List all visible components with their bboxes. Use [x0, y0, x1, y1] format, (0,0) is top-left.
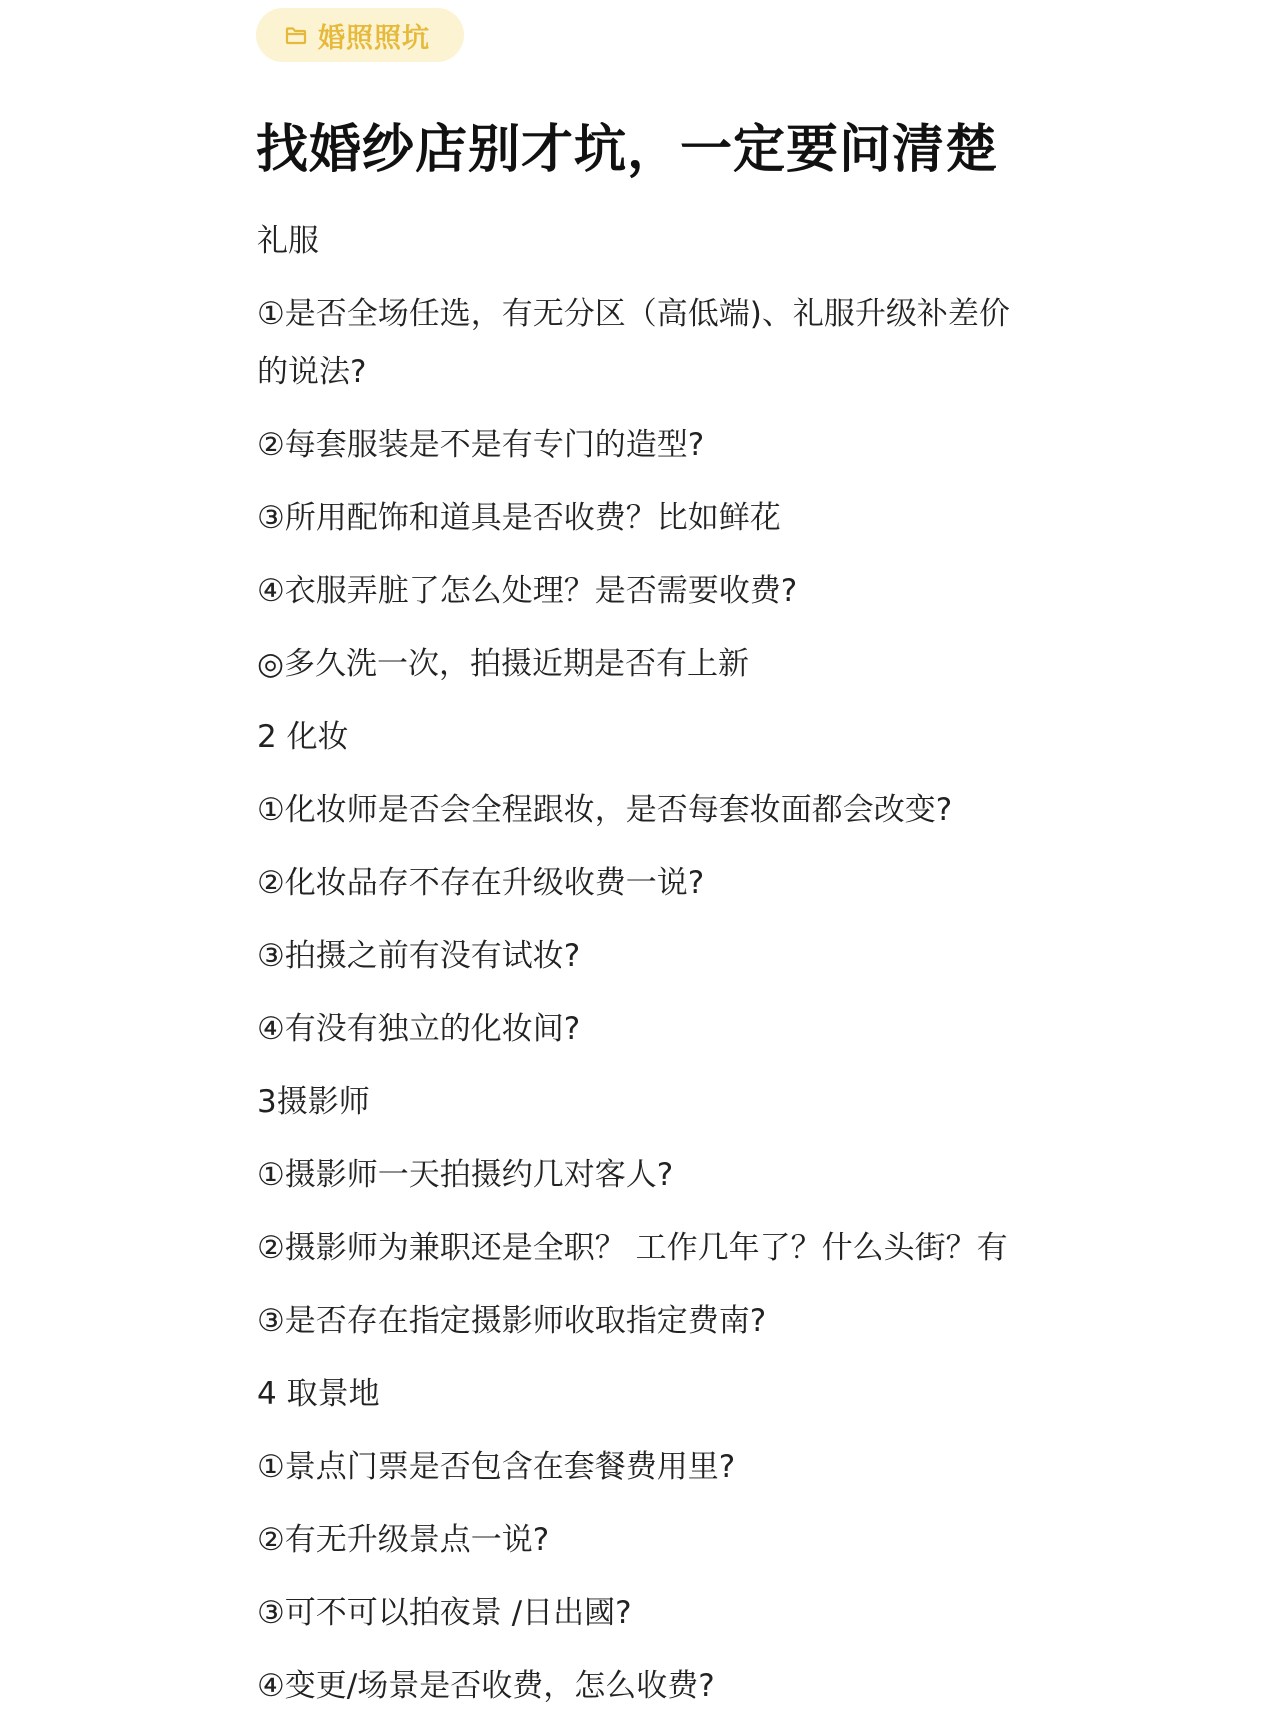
list-item: ④变更/场景是否收费，怎么收费? — [257, 1668, 715, 1704]
list-item: ④有没有独立的化妆间? — [257, 1011, 581, 1047]
list-item: ◎多久洗一次，拍摄近期是否有上新 — [257, 646, 750, 682]
list-item: ④衣服弄脏了怎么处理？是否需要收费? — [257, 573, 798, 609]
list-item: ③所用配饰和道具是否收费？比如鲜花 — [257, 500, 781, 536]
list-item: ③拍摄之前有没有试妆? — [257, 938, 581, 974]
list-item: ①是否全场任选，有无分区（高低端)、礼服升级补差价的说法? — [257, 296, 1010, 390]
list-item: ①化妆师是否会全程跟妆，是否每套妆面都会改变? — [257, 792, 953, 828]
folder-icon — [284, 23, 308, 47]
section-heading: 4 取景地 — [257, 1376, 380, 1412]
section-heading: 礼服 — [257, 223, 319, 259]
section-heading: 3摄影师 — [257, 1084, 370, 1120]
list-item: ①景点门票是否包含在套餐费用里? — [257, 1449, 736, 1485]
list-item: ②每套服装是不是有专门的造型? — [257, 427, 705, 463]
page-title: 找婚纱店别才坑，一定要问清楚 — [256, 120, 999, 180]
list-item: ③可不可以拍夜景 /日出國? — [257, 1595, 632, 1631]
list-item: ③是否存在指定摄影师收取指定费南? — [257, 1303, 767, 1339]
list-item: ②摄影师为兼职还是全职？ 工作几年了？什么头街？有 — [257, 1230, 1008, 1266]
topic-tag-label: 婚照照坑 — [318, 22, 430, 54]
section-heading: 2 化妆 — [257, 719, 349, 755]
topic-tag[interactable] — [256, 8, 464, 62]
list-item: ②化妆品存不存在升级收费一说? — [257, 865, 705, 901]
article-body — [257, 212, 1037, 1730]
list-item: ①摄影师一天拍摄约几对客人? — [257, 1157, 674, 1193]
list-item: ②有无升级景点一说? — [257, 1522, 550, 1558]
